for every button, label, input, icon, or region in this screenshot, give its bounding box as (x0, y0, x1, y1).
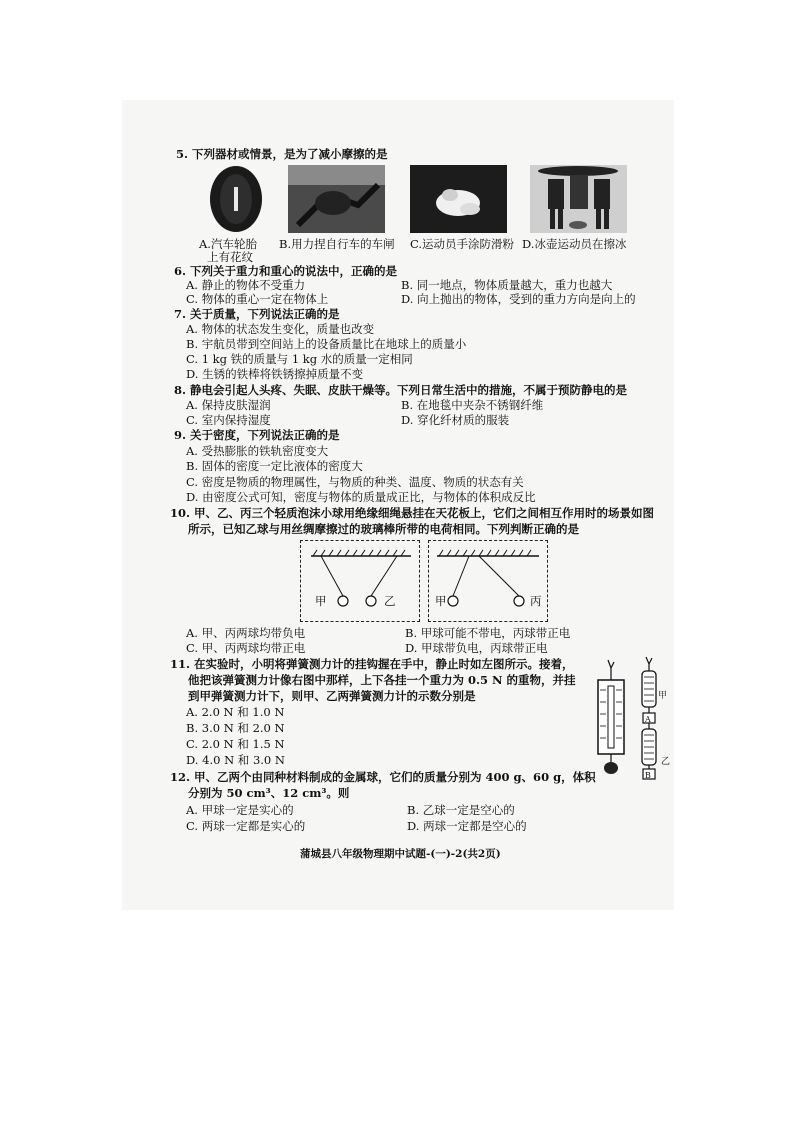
q9-option-c: C. 密度是物质的物理属性，与物质的种类、温度、物质的状态有关 (186, 475, 524, 489)
q10-stem-line2: 所示，已知乙球与用丝绸摩擦过的玻璃棒所带的电荷相同。下列判断正确的是 (188, 522, 579, 536)
weight-b-label: B (645, 771, 651, 780)
athlete-chalk-photo (410, 165, 507, 233)
q7-option-c: C. 1 kg 铁的质量与 1 kg 水的质量一定相同 (186, 352, 413, 366)
q10-option-b: B. 甲球可能不带电，丙球带正电 (405, 626, 571, 640)
q8-stem: 8. 静电会引起人头疼、失眠、皮肤干燥等。下列日常生活中的措施，不属于预防静电的是 (174, 383, 628, 397)
q10-option-d: D. 甲球带负电，丙球带正电 (405, 641, 548, 655)
q6-option-b: B. 同一地点，物体质量越大，重力也越大 (401, 278, 613, 292)
q12-option-b: B. 乙球一定是空心的 (407, 803, 515, 817)
spring-scale-hand-figure (592, 658, 630, 778)
q5-stem: 5. 下列器材或情景，是为了减小摩擦的是 (176, 147, 388, 161)
pendulum-right-diagram (429, 541, 547, 621)
q11-option-b: B. 3.0 N 和 2.0 N (186, 721, 285, 735)
q9-option-d: D. 由密度公式可知，密度与物体的质量成正比，与物体的体积成反比 (186, 490, 536, 504)
q9-option-b: B. 固体的密度一定比液体的密度大 (186, 459, 363, 473)
ball-bing-label: 丙 (530, 594, 542, 608)
q8-option-c: C. 室内保持湿度 (186, 413, 271, 427)
q7-option-d: D. 生锈的铁棒将铁锈擦掉质量不变 (186, 367, 364, 381)
q6-stem: 6. 下列关于重力和重心的说法中，正确的是 (174, 264, 398, 278)
ball-jia-label-right: 甲 (435, 594, 447, 608)
q10-figure-right (428, 540, 548, 622)
bicycle-brake-icon (288, 165, 385, 233)
q8-option-a: A. 保持皮肤湿润 (186, 398, 271, 412)
q11-option-c: C. 2.0 N 和 1.5 N (186, 737, 285, 751)
curling-photo (530, 165, 627, 233)
bicycle-brake-photo (288, 165, 385, 233)
chalk-hands-icon (410, 165, 507, 233)
tire-photo (208, 165, 264, 233)
page-footer: 蒲城县八年级物理期中试题-(一)-2(共2页) (300, 848, 501, 860)
q10-figure-left (300, 540, 420, 622)
weight-a-label: A (645, 715, 651, 724)
q6-option-d: D. 向上抛出的物体，受到的重力方向是向上的 (401, 292, 636, 306)
scale-jia-label: 甲 (658, 691, 668, 701)
q8-option-b: B. 在地毯中夹杂不锈钢纤维 (401, 398, 544, 412)
q12-stem-line2: 分别为 50 cm³、12 cm³。则 (188, 786, 350, 800)
q11-stem-line3: 到甲弹簧测力计下，则甲、乙两弹簧测力计的示数分别是 (188, 689, 476, 703)
q5-option-a-line2: 上有花纹 (207, 250, 253, 264)
q10-option-a: A. 甲、丙两球均带负电 (186, 626, 306, 640)
q5-option-a-line1: A.汽车轮胎 (199, 237, 257, 251)
q9-option-a: A. 受热膨胀的铁轨密度变大 (186, 444, 329, 458)
q7-option-b: B. 宇航员带到空间站上的设备质量比在地球上的质量小 (186, 337, 467, 351)
q8-option-d: D. 穿化纤材质的服装 (401, 413, 510, 427)
q12-stem-line1: 12. 甲、乙两个由同种材料制成的金属球，它们的质量分别为 400 g、60 g，体积 (170, 770, 596, 784)
q7-stem: 7. 关于质量，下列说法正确的是 (174, 307, 340, 321)
q10-option-c: C. 甲、丙两球均带正电 (186, 641, 306, 655)
q9-stem: 9. 关于密度，下列说法正确的是 (174, 428, 340, 442)
ball-yi-label: 乙 (384, 594, 396, 608)
q5-option-c: C.运动员手涂防滑粉 (410, 237, 515, 251)
pendulum-left-diagram (301, 541, 419, 621)
q11-stem-line2: 他把该弹簧测力计像右图中那样，上下各挂一个重力为 0.5 N 的重物，并挂 (188, 673, 576, 687)
q10-stem-line1: 10. 甲、乙、丙三个轻质泡沫小球用绝缘细绳悬挂在天花板上，它们之间相互作用时的场景如图 (170, 506, 655, 520)
q5-option-d: D.冰壶运动员在擦冰 (522, 237, 627, 251)
tire-icon (208, 165, 264, 233)
q6-option-a: A. 静止的物体不受重力 (186, 278, 306, 292)
q11-option-d: D. 4.0 N 和 3.0 N (186, 753, 285, 767)
curling-sweepers-icon (530, 165, 627, 233)
scale-yi-label: 乙 (661, 757, 671, 767)
q12-option-d: D. 两球一定都是空心的 (407, 819, 527, 833)
q12-option-a: A. 甲球一定是实心的 (186, 803, 294, 817)
ball-jia-label: 甲 (315, 594, 327, 608)
q5-option-b: B.用力捏自行车的车闸 (279, 237, 395, 251)
q11-option-a: A. 2.0 N 和 1.0 N (186, 705, 285, 719)
q7-option-a: A. 物体的状态发生变化，质量也改变 (186, 322, 375, 336)
q12-option-c: C. 两球一定都是实心的 (186, 819, 306, 833)
q11-stem-line1: 11. 在实验时，小明将弹簧测力计的挂钩握在手中，静止时如左图所示。接着， (170, 657, 574, 671)
q6-option-c: C. 物体的重心一定在物体上 (186, 292, 329, 306)
